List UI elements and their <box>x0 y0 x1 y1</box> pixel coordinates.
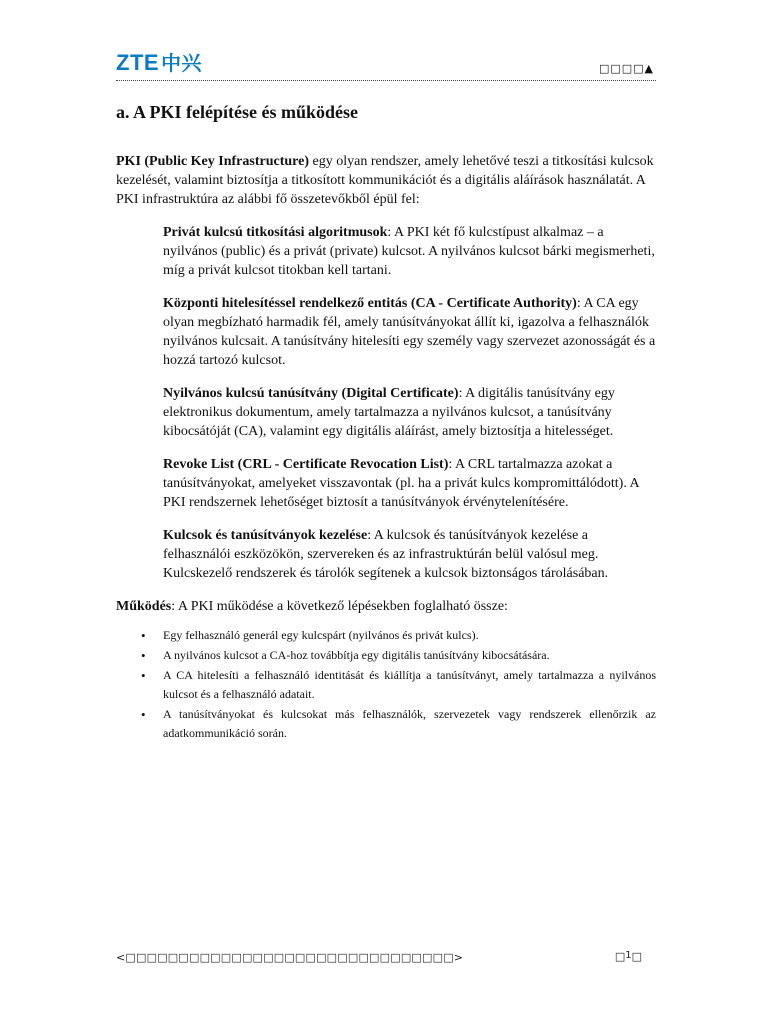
logo-chinese: 中兴 <box>161 53 203 75</box>
document-body <box>116 100 656 744</box>
component-title: Revoke List (CRL - Certificate Revocation List) <box>163 457 449 472</box>
list-item: • A tanúsítványokat és kulcsokat más felhasználók, szervezetek vagy rendszerek ellenőrzik az adatkommunikáció során. <box>163 705 656 743</box>
component-item <box>163 455 656 512</box>
workflow-bold: Működés <box>116 599 172 614</box>
page-number <box>615 950 642 963</box>
header-right-text: □□□□▲ <box>598 62 654 75</box>
component-item <box>163 384 656 441</box>
component-title: Privát kulcsú titkosítási algoritmusok <box>163 225 388 240</box>
logo-latin: ZTE <box>116 50 160 75</box>
workflow-steps-list <box>116 626 656 743</box>
intro-text: egy olyan rendszer, amely lehetővé teszi a titkosítási kulcsok kezelését, valamint biztosítja a titkosított kommunikációt és a digitális aláírások használatát. A PKI infrastruktúra az alábbi fő összetevőkből épül fel: <box>116 154 654 207</box>
intro-paragraph <box>116 152 656 209</box>
section-title: a. A PKI felépítése és működése <box>116 102 358 122</box>
component-title: Központi hitelesítéssel rendelkező entitás (CA - Certificate Authority) <box>163 296 577 311</box>
component-title: Nyilvános kulcsú tanúsítvány (Digital Certificate) <box>163 386 459 401</box>
component-text: : A kulcsok és tanúsítványok kezelése a felhasználói eszközökön, szervereken és az infrastruktúrán belül valósul meg. Kulcskezelő rendszerek és tárolók segítenek a kulcsok biztonságos tárolásában. <box>163 528 609 581</box>
zte-logo <box>116 52 202 74</box>
list-item: • A nyilvános kulcsot a CA-hoz továbbítja egy digitális tanúsítvány kibocsátására. <box>163 646 656 665</box>
list-item: • Egy felhasználó generál egy kulcspárt (nyilvános és privát kulcs). <box>163 626 656 645</box>
component-text: : A CRL tartalmazza azokat a tanúsítványokat, amelyeket visszavontak (pl. ha a privát kulcs kompromittálódott). A PKI rendszernek lehetőséget biztosít a tanúsítványok érvénytelenítésére. <box>163 457 639 510</box>
list-item: • A CA hitelesíti a felhasználó identitását és kiállítja a tanúsítványt, amely tartalmazza a nyilvános kulcsot és a felhasználó adatait. <box>163 666 656 704</box>
intro-bold: PKI (Public Key Infrastructure) <box>116 154 309 169</box>
page-header <box>116 48 656 81</box>
page-number-value: 1 <box>625 950 632 961</box>
component-title: Kulcsok és tanúsítványok kezelése <box>163 528 368 543</box>
footer-left-text: <□□□□□□□□□□□□□□□□□□□□□□□□□□□□□□□> <box>116 951 464 964</box>
workflow-paragraph <box>116 597 656 616</box>
component-item <box>163 294 656 370</box>
page-suffix: □ <box>631 950 642 963</box>
component-item <box>163 223 656 280</box>
page-prefix: □ <box>614 950 626 963</box>
component-text: : A digitális tanúsítvány egy elektronikus dokumentum, amely tartalmazza a nyilvános kulcsot, a tanúsítvány kibocsátóját (CA), valamint egy digitális aláírást, amely biztosítja a hitelességet. <box>163 386 615 439</box>
component-item <box>163 526 656 583</box>
component-text: : A PKI két fő kulcstípust alkalmaz – a nyilvános (public) és a privát (private) kulcsot. A nyilvános kulcsot bárki megismerheti, míg a privát kulcsot titokban kell tartani. <box>163 225 655 278</box>
workflow-text: : A PKI működése a következő lépésekben foglalható össze: <box>171 599 508 614</box>
component-text: : A CA egy olyan megbízható harmadik fél, amely tanúsítványokat állít ki, igazolva a felhasználók nyilvános kulcsait. A tanúsítvány hitelesíti egy személy vagy szervezet azonosságát és a hozzá tartozó kulcsot. <box>163 296 656 368</box>
